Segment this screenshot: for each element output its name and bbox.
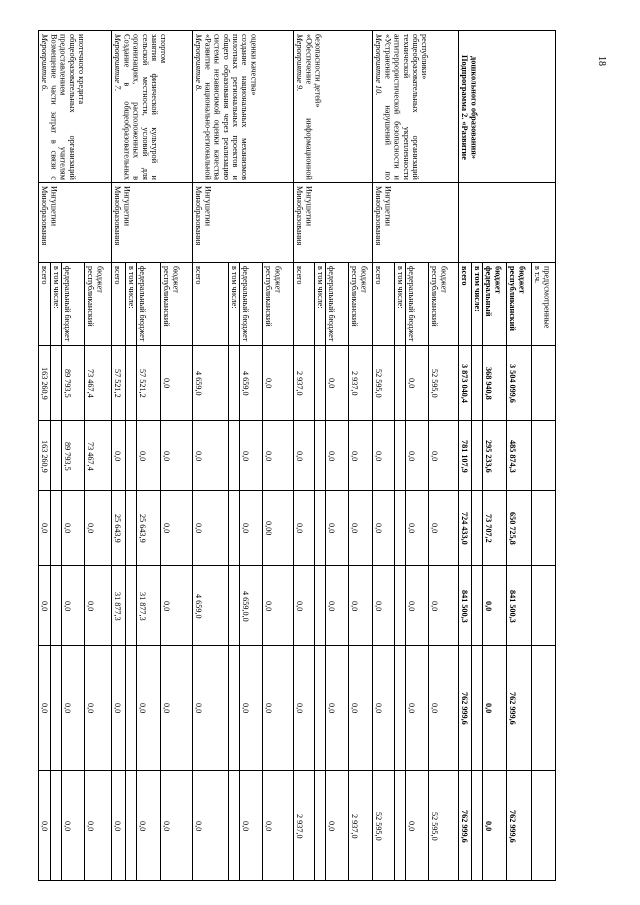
amount-value: 368 940,8	[484, 367, 494, 400]
amount-value: 0,0	[407, 820, 417, 832]
total-amount-cell	[61, 345, 85, 421]
funding-source-label: республиканский бюджет	[350, 266, 369, 327]
funding-source-label: федеральный бюджет	[63, 266, 73, 342]
amount-value: 0,0	[40, 703, 50, 714]
year-amount-cell	[136, 770, 161, 881]
funding-source-label: в том числе:	[127, 266, 137, 309]
amount-value: 31 877,3	[113, 591, 123, 621]
amount-value: 0,0	[194, 820, 204, 832]
year-amount-cell	[405, 645, 429, 771]
year-amount-cell	[506, 490, 532, 566]
amount-value: 57 521,2	[113, 369, 123, 398]
subprogram-title: Подпрограмма 2. «Развитие дошкольного образования»	[460, 54, 479, 160]
year-amount-cell	[325, 770, 349, 881]
funding-source-label: в том числе:	[316, 266, 326, 309]
amount-value: 485 874,3	[508, 439, 518, 473]
year-amount-cell	[111, 490, 126, 566]
amount-value: 0,0	[113, 450, 123, 462]
amount-value: 0,0	[40, 600, 50, 612]
amount-value: 0,0	[327, 523, 337, 534]
year-amount-cell	[61, 645, 85, 771]
year-amount-cell	[458, 420, 472, 491]
amount-value: 0,0	[63, 820, 73, 832]
year-amount-cell	[293, 645, 315, 771]
year-amount-cell	[482, 490, 507, 566]
year-amount-cell	[111, 645, 126, 771]
amount-value: 52 595,0	[430, 369, 440, 398]
amount-value: 724 433,0	[460, 512, 470, 545]
amount-value: 0,0	[194, 523, 204, 534]
amount-value: 89 793,5	[63, 369, 73, 398]
amount-value: 0,0	[113, 820, 123, 832]
amount-value: 0,0	[327, 450, 337, 462]
amount-value: 0,0	[350, 600, 360, 612]
year-amount-cell	[531, 770, 556, 881]
funding-source-cell	[136, 262, 161, 346]
year-amount-cell	[372, 420, 395, 491]
amount-value: 0,0	[241, 703, 251, 714]
funding-source-label: в т.ч. предусмотренные	[533, 266, 552, 329]
funding-source-cell	[61, 262, 85, 346]
measure-description-cell	[372, 30, 459, 183]
amount-value: 0,0	[162, 523, 172, 534]
total-amount-cell	[531, 345, 556, 421]
amount-value: 762 999,6	[508, 809, 518, 843]
funding-source-label: республиканский бюджет	[264, 266, 283, 327]
amount-value: 0,0	[241, 820, 251, 832]
measure-description-cell	[293, 30, 373, 183]
amount-value: 73 467,4	[86, 369, 96, 398]
amount-value: 0,0	[430, 600, 440, 612]
amount-value: 762 999,6	[460, 692, 470, 725]
amount-value: 4 659,0	[194, 593, 204, 619]
amount-value: 0,0	[407, 378, 417, 389]
year-amount-cell	[325, 645, 349, 771]
year-amount-cell	[506, 645, 532, 771]
funding-source-cell	[348, 262, 373, 346]
year-amount-cell	[136, 645, 161, 771]
year-amount-cell	[506, 770, 532, 881]
funding-source-label: федеральный бюджет	[241, 266, 251, 342]
total-amount-cell	[293, 345, 315, 421]
year-amount-cell	[506, 565, 532, 646]
amount-value: 0,0	[327, 820, 337, 832]
responsible-cell	[192, 182, 294, 263]
amount-value: 841 500,3	[460, 589, 470, 623]
year-amount-cell	[239, 490, 263, 566]
amount-value: 0,0	[407, 600, 417, 612]
amount-value: 0,0	[327, 600, 337, 612]
amount-value: 0,0	[407, 703, 417, 714]
amount-value: 0,0	[264, 450, 274, 462]
measure-title: Мероприятие 8.	[194, 34, 204, 92]
year-amount-cell	[84, 420, 112, 491]
year-amount-cell	[482, 565, 507, 646]
year-amount-cell	[262, 645, 294, 771]
funding-source-cell	[458, 262, 472, 346]
amount-value: 57 521,2	[138, 369, 148, 398]
amount-value: 0,0	[86, 820, 96, 832]
amount-value: 2 937,0	[295, 813, 305, 839]
year-amount-cell	[160, 490, 193, 566]
funding-source-cell	[372, 262, 395, 346]
amount-value: 0,0	[241, 523, 251, 534]
year-amount-cell	[262, 565, 294, 646]
year-amount-cell	[348, 645, 373, 771]
measure-text: «Обеспечение информационной безопасности детей»	[304, 34, 323, 180]
responsible-name: Минобразования Ингушетии	[40, 186, 59, 246]
year-amount-cell	[61, 490, 85, 566]
funding-source-cell	[405, 262, 429, 346]
funding-source-label: всего	[40, 266, 50, 285]
amount-value: 0,0	[264, 820, 274, 832]
year-amount-cell	[428, 565, 459, 646]
year-amount-cell	[348, 420, 373, 491]
year-amount-cell	[428, 770, 459, 881]
amount-value: 0,0	[86, 703, 96, 714]
amount-value: 0,0	[430, 523, 440, 534]
amount-value: 0,0	[113, 703, 123, 714]
responsible-cell	[458, 182, 556, 263]
amount-value: 2 937,0	[350, 371, 360, 396]
amount-value: 0,00	[264, 521, 274, 536]
year-amount-cell	[372, 770, 395, 881]
amount-value: 25 643,9	[138, 514, 148, 543]
total-amount-cell	[348, 345, 373, 421]
amount-value: 0,0	[407, 523, 417, 534]
total-amount-cell	[458, 345, 472, 421]
amount-value: 73 707,2	[484, 514, 494, 543]
amount-value: 0,0	[327, 378, 337, 389]
funding-source-label: республиканский бюджет	[430, 266, 449, 327]
year-amount-cell	[239, 420, 263, 491]
year-amount-cell	[325, 565, 349, 646]
total-amount-cell	[84, 345, 112, 421]
amount-value: 0,0	[295, 703, 305, 714]
funding-source-cell	[482, 262, 507, 346]
amount-value: 3 873 040,4	[460, 364, 470, 403]
amount-value: 0,0	[374, 450, 384, 462]
funding-source-label: федеральный бюджет	[484, 266, 503, 317]
amount-value: 4 659,0	[241, 371, 251, 396]
amount-value: 0,0	[40, 523, 50, 534]
funding-source-cell	[84, 262, 112, 346]
funding-source-label: республиканский бюджет	[162, 266, 181, 327]
year-amount-cell	[293, 770, 315, 881]
total-amount-cell	[192, 345, 229, 421]
year-amount-cell	[348, 770, 373, 881]
amount-value: 295 233,6	[484, 439, 494, 473]
year-amount-cell	[531, 490, 556, 566]
year-amount-cell	[293, 565, 315, 646]
measure-description-cell	[192, 30, 294, 183]
year-amount-cell	[405, 490, 429, 566]
funding-source-label: всего	[374, 266, 384, 285]
funding-source-label: федеральный бюджет	[327, 266, 337, 342]
responsible-name: Минобразования Ингушетии	[295, 186, 314, 246]
year-amount-cell	[160, 645, 193, 771]
amount-value: 0,0	[430, 450, 440, 462]
year-amount-cell	[192, 770, 229, 881]
amount-value: 163 260,9	[40, 367, 50, 400]
year-amount-cell	[531, 420, 556, 491]
amount-value: 4 659,0	[194, 371, 204, 396]
amount-value: 0,0	[63, 600, 73, 612]
year-amount-cell	[262, 490, 294, 566]
year-amount-cell	[111, 565, 126, 646]
amount-value: 0,0	[138, 450, 148, 462]
amount-value: 0,0	[327, 703, 337, 714]
funding-source-label: в том числе:	[396, 266, 406, 309]
year-amount-cell	[84, 490, 112, 566]
year-amount-cell	[506, 420, 532, 491]
total-amount-cell	[239, 345, 263, 421]
funding-source-label: республиканский бюджет	[508, 266, 527, 332]
year-amount-cell	[348, 565, 373, 646]
year-amount-cell	[293, 420, 315, 491]
amount-value: 0,0	[86, 523, 96, 534]
total-amount-cell	[111, 345, 126, 421]
year-amount-cell	[482, 420, 507, 491]
amount-value: 52 595,0	[374, 811, 384, 841]
funding-source-label: в том числе:	[52, 266, 62, 309]
funding-source-label: республиканский бюджет	[86, 266, 105, 327]
funding-source-label: всего	[113, 266, 123, 285]
year-amount-cell	[458, 770, 472, 881]
amount-value: 0,0	[484, 703, 494, 714]
amount-value: 0,0	[194, 450, 204, 462]
total-amount-cell	[506, 345, 532, 421]
funding-source-cell	[192, 262, 229, 346]
funding-source-label: федеральный бюджет	[407, 266, 417, 342]
amount-value: 2 937,0	[350, 813, 360, 839]
year-amount-cell	[372, 645, 395, 771]
page-number: 18	[596, 56, 607, 66]
measure-text: «Устранение нарушений по антитеррористической безопасности и технической укрепленности общеобразовательных организаций республики»	[383, 34, 430, 180]
funding-source-label: в том числе:	[473, 266, 483, 312]
amount-value: 0,0	[350, 523, 360, 534]
measure-text: «Развитие национально-региональной системы независимой оценки качества общего образования через реализацию пилотных региональных проектов и создание национальных механизмов оценки качества»	[203, 34, 259, 180]
amount-value: 0,0	[162, 378, 172, 389]
amount-value: 0,0	[484, 600, 494, 612]
year-amount-cell	[160, 420, 193, 491]
amount-value: 0,0	[138, 703, 148, 714]
total-amount-cell	[405, 345, 429, 421]
year-amount-cell	[458, 565, 472, 646]
year-amount-cell	[239, 565, 263, 646]
funding-source-label: всего	[295, 266, 305, 285]
amount-value: 0,0	[407, 450, 417, 462]
year-amount-cell	[111, 420, 126, 491]
year-amount-cell	[428, 490, 459, 566]
year-amount-cell	[84, 770, 112, 881]
amount-value: 163 260,9	[40, 439, 50, 473]
measure-description-cell	[38, 30, 112, 183]
amount-value: 650 725,8	[508, 512, 518, 545]
funding-source-cell	[111, 262, 126, 346]
funding-source-cell	[506, 262, 532, 346]
amount-value: 2 937,0	[295, 371, 305, 396]
amount-value: 781 107,9	[460, 439, 470, 473]
responsible-cell	[293, 182, 373, 263]
year-amount-cell	[458, 490, 472, 566]
year-amount-cell	[405, 770, 429, 881]
total-amount-cell	[325, 345, 349, 421]
year-amount-cell	[160, 770, 193, 881]
measure-title: Мероприятие 6.	[40, 34, 50, 92]
year-amount-cell	[192, 420, 229, 491]
amount-value: 0,0	[295, 523, 305, 534]
amount-value: 4 659,0,0	[241, 590, 251, 622]
amount-value: 762 999,6	[460, 809, 470, 843]
funding-source-cell	[428, 262, 459, 346]
year-amount-cell	[348, 490, 373, 566]
year-amount-cell	[136, 565, 161, 646]
measure-description-cell	[111, 30, 193, 183]
amount-value: 0,0	[430, 703, 440, 714]
year-amount-cell	[136, 420, 161, 491]
amount-value: 0,0	[63, 523, 73, 534]
amount-value: 0,0	[264, 703, 274, 714]
amount-value: 3 504 099,6	[508, 364, 518, 403]
amount-value: 0,0	[241, 450, 251, 462]
year-amount-cell	[84, 565, 112, 646]
responsible-name: Минобразования Ингушетии	[113, 186, 132, 246]
year-amount-cell	[262, 770, 294, 881]
amount-value: 0,0	[194, 703, 204, 714]
amount-value: 0,0	[138, 820, 148, 832]
amount-value: 89 793,5	[63, 441, 73, 471]
measure-text: Создание в общеобразовательных организациях, расположенных в сельской местности, условий для занятия физической культурой и спортом	[122, 34, 169, 180]
measure-title: Мероприятие 7.	[113, 34, 123, 92]
amount-value: 25 643,9	[113, 514, 123, 543]
year-amount-cell	[405, 420, 429, 491]
year-amount-cell	[482, 770, 507, 881]
amount-value: 0,0	[264, 378, 274, 389]
year-amount-cell	[531, 565, 556, 646]
year-amount-cell	[428, 420, 459, 491]
amount-value: 0,0	[162, 820, 172, 832]
funding-source-cell	[293, 262, 315, 346]
amount-value: 762 999,6	[508, 692, 518, 725]
year-amount-cell	[111, 770, 126, 881]
year-amount-cell	[61, 565, 85, 646]
year-amount-cell	[428, 645, 459, 771]
year-amount-cell	[458, 645, 472, 771]
year-amount-cell	[372, 490, 395, 566]
amount-value: 31 877,3	[138, 591, 148, 621]
measure-title: Мероприятие 9.	[295, 34, 305, 92]
responsible-cell	[111, 182, 193, 263]
funding-source-label: всего	[460, 266, 470, 286]
funding-source-cell	[531, 262, 556, 346]
responsible-name: Минобразования Ингушетии	[194, 186, 213, 246]
amount-value: 0,0	[264, 600, 274, 612]
year-amount-cell	[531, 645, 556, 771]
amount-value: 0,0	[350, 703, 360, 714]
amount-value: 0,0	[374, 523, 384, 534]
total-amount-cell	[372, 345, 395, 421]
amount-value: 52 595,0	[430, 811, 440, 841]
amount-value: 0,0	[374, 600, 384, 612]
responsible-name: Минобразования Ингушетии	[374, 186, 393, 246]
funding-source-label: федеральный бюджет	[138, 266, 148, 342]
year-amount-cell	[239, 770, 263, 881]
funding-source-label: всего	[194, 266, 204, 285]
year-amount-cell	[192, 565, 229, 646]
amount-value: 52 595,0	[374, 369, 384, 398]
amount-value: 0,0	[350, 450, 360, 462]
total-amount-cell	[428, 345, 459, 421]
year-amount-cell	[136, 490, 161, 566]
year-amount-cell	[160, 565, 193, 646]
amount-value: 0,0	[63, 703, 73, 714]
total-amount-cell	[160, 345, 193, 421]
amount-value: 0,0	[86, 600, 96, 612]
year-amount-cell	[372, 565, 395, 646]
funding-source-cell	[325, 262, 349, 346]
funding-source-label: в том числе:	[230, 266, 240, 309]
year-amount-cell	[61, 770, 85, 881]
total-amount-cell	[262, 345, 294, 421]
total-amount-cell	[136, 345, 161, 421]
year-amount-cell	[325, 490, 349, 566]
funding-source-cell	[262, 262, 294, 346]
amount-value: 0,0	[162, 450, 172, 462]
year-amount-cell	[192, 490, 229, 566]
year-amount-cell	[61, 420, 85, 491]
year-amount-cell	[262, 420, 294, 491]
year-amount-cell	[192, 645, 229, 771]
year-amount-cell	[84, 645, 112, 771]
funding-source-cell	[239, 262, 263, 346]
amount-value: 0,0	[374, 703, 384, 714]
amount-value: 0,0	[484, 820, 494, 832]
year-amount-cell	[405, 565, 429, 646]
amount-value: 0,0	[162, 703, 172, 714]
measure-text: Возмещение части затрат в связи с предоставлением учителям общеобразовательных организаций ипотечного кредита	[49, 34, 87, 180]
amount-value: 0,0	[295, 450, 305, 462]
amount-value: 841 500,3	[508, 589, 518, 623]
amount-value: 0,0	[295, 600, 305, 612]
amount-value: 0,0	[162, 600, 172, 612]
responsible-cell	[372, 182, 459, 263]
measure-title: Мероприятие 10.	[374, 34, 384, 96]
year-amount-cell	[293, 490, 315, 566]
year-amount-cell	[482, 645, 507, 771]
year-amount-cell	[325, 420, 349, 491]
responsible-cell	[38, 182, 112, 263]
total-amount-cell	[482, 345, 507, 421]
amount-value: 0,0	[40, 820, 50, 832]
subprogram-title-cell	[458, 30, 556, 183]
amount-value: 73 467,4	[86, 441, 96, 471]
funding-source-cell	[160, 262, 193, 346]
year-amount-cell	[239, 645, 263, 771]
